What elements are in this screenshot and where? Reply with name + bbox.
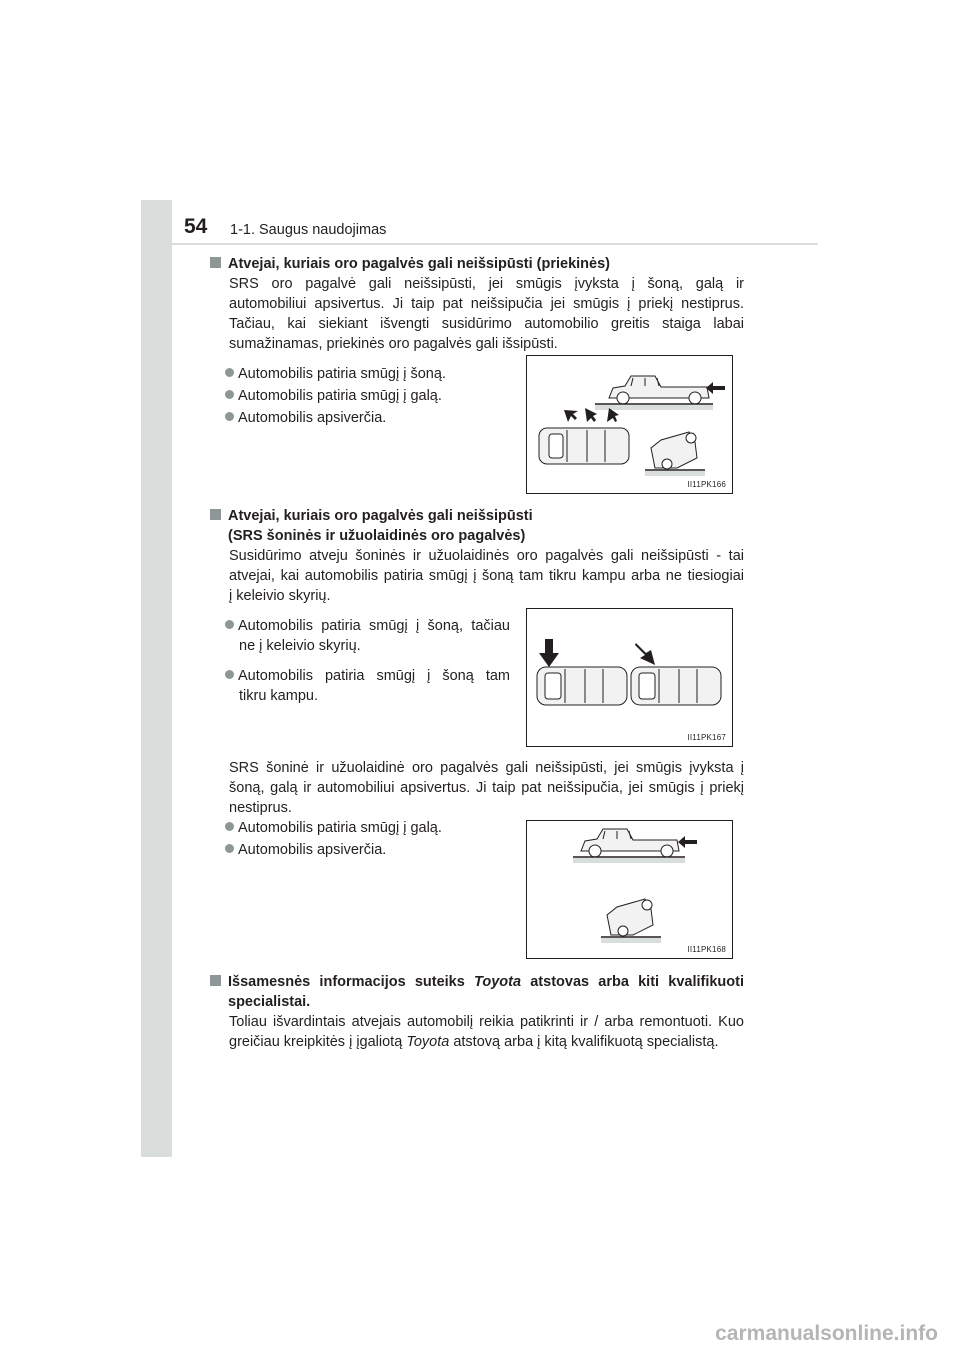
square-bullet-icon [210, 975, 221, 986]
square-bullet-icon [210, 257, 221, 268]
vehicle-illustration-2 [527, 609, 734, 748]
pickup-top-view-icon [539, 428, 629, 464]
header-divider [172, 243, 818, 245]
section2-bullet-2: Automobilis patiria smūgį į šoną tam tikru kampu. [225, 666, 510, 706]
figure-code: II11PK168 [687, 945, 726, 954]
ground-shade [595, 405, 713, 410]
figure-frontal-airbag-cases [526, 355, 733, 494]
chapter-sidebar-bar [141, 200, 172, 1157]
pickup-top-view-icon [631, 667, 721, 705]
ground-shade [573, 858, 685, 863]
vehicle-illustration-1 [527, 356, 734, 495]
vehicle-illustration-3 [527, 821, 734, 960]
bullet-dot-icon [225, 670, 234, 679]
section3-heading: Išsamesnės informacijos suteiks Toyota atstovas arba kiti kvalifikuoti specialistai. [210, 972, 744, 1012]
section-title: 1-1. Saugus naudojimas [230, 222, 387, 238]
rollover-vehicle-icon [601, 899, 661, 937]
bullet-dot-icon [225, 844, 234, 853]
section1-heading: Atvejai, kuriais oro pagalvės gali neišsipūsti (priekinės) [210, 254, 610, 274]
pickup-side-view-icon [595, 376, 713, 404]
figure-code: II11PK167 [687, 733, 726, 742]
figure-side-airbag-cases [526, 608, 733, 747]
impact-arrow-angled-icon [635, 643, 655, 665]
impact-arrow-rear-icon [678, 836, 697, 848]
square-bullet-icon [210, 509, 221, 520]
bullet-dot-icon [225, 620, 234, 629]
bullet-dot-icon [225, 368, 234, 377]
section2-paragraph-2: SRS šoninė ir užuolaidinė oro pagalvės gali neišsipūsti, jei smūgis įvyksta į šoną, galą ir automobiliui apsivertus. Ji taip pat neišsipučia, jei smūgis į priekį nestiprus. [229, 760, 744, 816]
figure-rear-rollover-cases [526, 820, 733, 959]
section2-heading: Atvejai, kuriais oro pagalvės gali neišsipūsti (SRS šoninės ir užuolaidinės oro pagalvės) [210, 506, 533, 546]
impact-arrow-side-icon [564, 410, 578, 422]
bullet-dot-icon [225, 390, 234, 399]
page-number: 54 [184, 215, 208, 238]
impact-arrow-rear-icon [706, 382, 725, 394]
bullet-dot-icon [225, 412, 234, 421]
impact-arrow-side-icon [585, 408, 597, 422]
section3-paragraph: Toliau išvardintais atvejais automobilį reikia patikrinti ir / arba remontuoti. Kuo greičiau kreipkitės į įgaliotą Toyota atstovą arba į kitą kvalifikuotą specialistą. [229, 1014, 744, 1050]
section1-bullet-2: Automobilis patiria smūgį į galą. [225, 386, 442, 406]
section2-bullet-3: Automobilis patiria smūgį į galą. [225, 818, 442, 838]
impact-arrow-side-icon [539, 639, 559, 667]
ground-shade [601, 938, 661, 943]
section2-bullet-4: Automobilis apsiverčia. [225, 840, 386, 860]
section1-bullet-1: Automobilis patiria smūgį į šoną. [225, 364, 446, 384]
section1-paragraph: SRS oro pagalvė gali neišsipūsti, jei smūgis įvyksta į šoną, galą ir automobiliui apsivertus. Ji taip pat neišsipučia jei smūgis į priekį nestiprus. Tačiau, kai siekiant išvengti susidūrimo automobilio greitis staiga labai sumažinamas, priekinės oro pagalvės gali išsipūsti. [229, 276, 744, 352]
section2-bullet-1: Automobilis patiria smūgį į šoną, tačiau ne į keleivio skyrių. [225, 616, 510, 656]
pickup-side-view-icon [573, 829, 685, 857]
site-watermark: carmanualsonline.info [715, 1322, 938, 1345]
impact-arrow-side-icon [607, 408, 619, 422]
pickup-top-view-icon [537, 667, 627, 705]
bullet-dot-icon [225, 822, 234, 831]
rollover-vehicle-icon [645, 432, 705, 470]
ground-shade [645, 471, 705, 476]
section2-paragraph: Susidūrimo atveju šoninės ir užuolaidinės oro pagalvės gali neišsipūsti - tai atvejai, kai automobilis patiria smūgį į šoną tam tikru kampu arba ne tiesiogiai į keleivio skyrių. [229, 548, 744, 604]
section1-bullet-3: Automobilis apsiverčia. [225, 408, 386, 428]
figure-code: II11PK166 [687, 480, 726, 489]
